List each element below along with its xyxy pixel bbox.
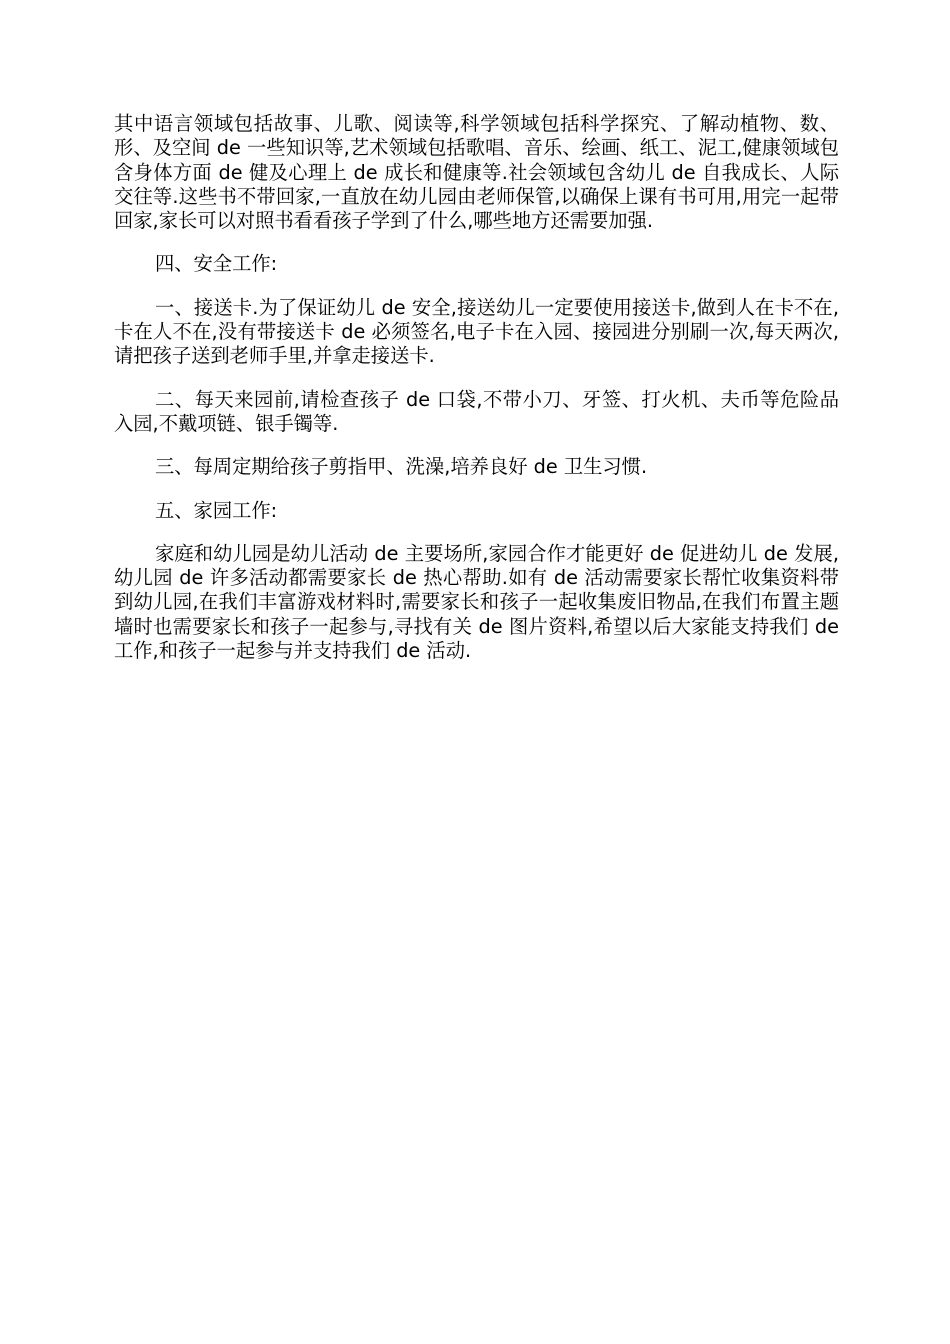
- paragraph-language-science-art: 其中语言领域包括故事、儿歌、阅读等,科学领域包括科学探究、了解动植物、数、形、及空间 de 一些知识等,艺术领域包括歌唱、音乐、绘画、纸工、泥工,健康领域包含身体方面 de 健及心理上 de 成长和健康等.社会领域包含幼儿 de 自我成长、人际交往等.这些书不带回家,一直放在幼儿园由老师保管,以确保上课有书可用,用完一起带回家,家长可以对照书看看孩子学到了什么,哪些地方还需要加强.: [114, 112, 839, 233]
- paragraph-pocket-check: 二、每天来园前,请检查孩子 de 口袋,不带小刀、牙签、打火机、夫币等危险品入园,不戴项链、银手镯等.: [114, 387, 839, 435]
- paragraph-hygiene: 三、每周定期给孩子剪指甲、洗澡,培养良好 de 卫生习惯.: [155, 455, 648, 479]
- paragraph-home-school-cooperation: 家庭和幼儿园是幼儿活动 de 主要场所,家园合作才能更好 de 促进幼儿 de 发展,幼儿园 de 许多活动都需要家长 de 热心帮助.如有 de 活动需要家长帮忙收集资料带到幼儿园,在我们丰富游戏材料时,需要家长和孩子一起收集废旧物品,在我们布置主题墙时也需要家长和孩子一起参与,寻找有关 de 图片资料,希望以后大家能支持我们 de 工作,和孩子一起参与并支持我们 de 活动.: [114, 541, 839, 663]
- section-heading-safety: 四、安全工作:: [155, 252, 278, 276]
- section-heading-home-school: 五、家园工作:: [155, 498, 278, 522]
- document-page: [114, 112, 839, 682]
- paragraph-pickup-card: 一、接送卡.为了保证幼儿 de 安全,接送幼儿一定要使用接送卡,做到人在卡不在,卡在人不在,没有带接送卡 de 必须签名,电子卡在入园、接园进分别刷一次,每天两次,请把孩子送到老师手里,并拿走接送卡.: [114, 295, 839, 368]
